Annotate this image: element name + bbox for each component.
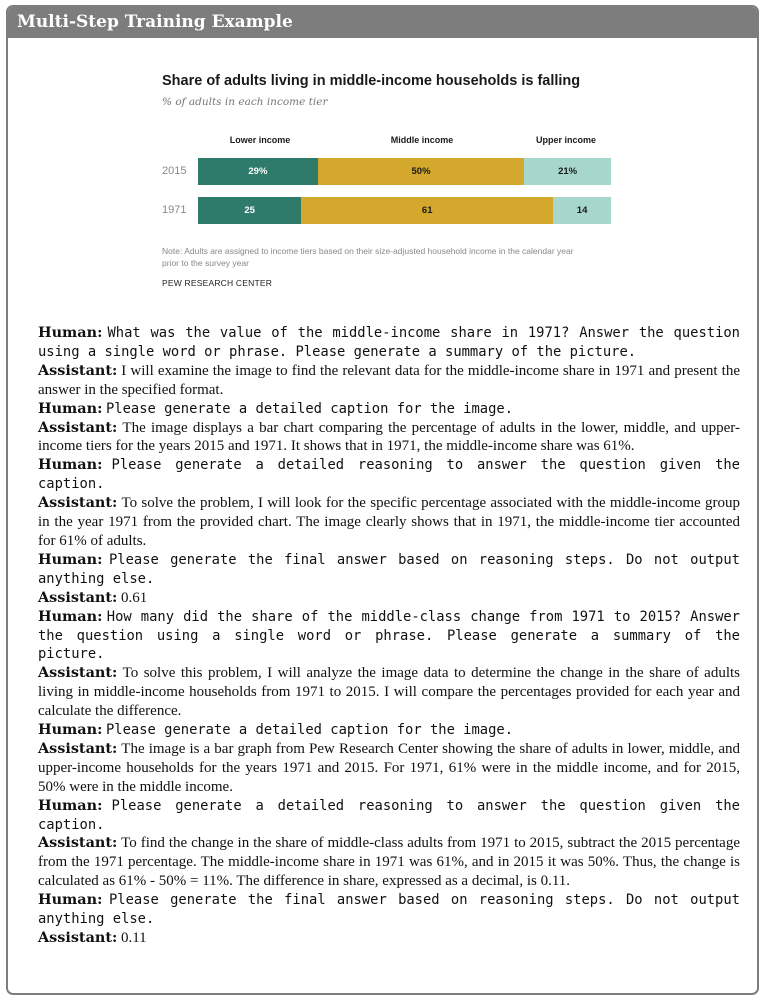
human-turn bbox=[38, 891, 740, 929]
assistant-turn bbox=[38, 664, 740, 721]
speaker-label: Human: bbox=[38, 796, 103, 814]
legend-lower-income: Lower income bbox=[229, 135, 291, 145]
message-text: To solve the problem, I will look for the specific percentage associated with the middle-income group in the year 1971 from the provided chart. The image clearly shows that in 1971, the middle-income tier accounted for 61% of adults. bbox=[38, 495, 740, 549]
message-text: 0.61 bbox=[120, 589, 148, 606]
assistant-turn bbox=[38, 929, 740, 948]
message-text: Please generate a detailed caption for the image. bbox=[106, 722, 514, 739]
message-text: Please generate the final answer based on reasoning steps. Do not output anything else. bbox=[38, 551, 740, 587]
speaker-label: Assistant: bbox=[38, 494, 118, 512]
assistant-turn bbox=[38, 494, 740, 551]
assistant-turn bbox=[38, 834, 740, 891]
frame-title: Multi-Step Training Example bbox=[8, 7, 757, 38]
bar-segment-lower-income-2015: 29% bbox=[198, 158, 318, 185]
human-turn bbox=[38, 721, 740, 740]
speaker-label: Assistant: bbox=[38, 834, 118, 852]
chart-note: Note: Adults are assigned to income tiers based on their size-adjusted household income in the calendar year prior to the survey year bbox=[162, 246, 574, 268]
message-text: The image is a bar graph from Pew Research Center showing the share of adults in lower, middle, and upper-income households for the years 1971 and 2015. For 1971, 61% were in the middle income, and for 2015, 50% were in the middle income. bbox=[38, 740, 740, 795]
human-turn bbox=[38, 456, 740, 494]
bar-row-2015 bbox=[198, 158, 611, 185]
speaker-label: Assistant: bbox=[38, 588, 118, 606]
speaker-label: Assistant: bbox=[38, 664, 118, 682]
message-text: Please generate a detailed reasoning to answer the question given the caption. bbox=[38, 797, 740, 833]
chart-source: PEW RESEARCH CENTER bbox=[162, 278, 273, 288]
example-frame bbox=[6, 5, 759, 995]
speaker-label: Assistant: bbox=[38, 418, 118, 436]
message-text: The image displays a bar chart comparing the percentage of adults in the lower, middle, and upper-income tiers for the years 2015 and 1971. It shows that in 1971, the middle-income share was 61%. bbox=[38, 419, 740, 455]
message-text: Please generate a detailed caption for the image. bbox=[106, 400, 514, 417]
bar-row-1971 bbox=[198, 197, 611, 224]
speaker-label: Assistant: bbox=[38, 361, 118, 379]
speaker-label: Human: bbox=[38, 324, 103, 341]
year-label-1971: 1971 bbox=[162, 204, 187, 216]
bar-segment-middle-income-1971: 61 bbox=[301, 197, 553, 224]
speaker-label: Human: bbox=[38, 456, 103, 474]
bar-segment-upper-income-2015: 21% bbox=[524, 158, 611, 185]
year-label-2015: 2015 bbox=[162, 165, 187, 177]
speaker-label: Human: bbox=[38, 607, 103, 625]
legend-middle-income: Middle income bbox=[390, 135, 454, 145]
message-text: I will examine the image to find the relevant data for the middle-income share in 1971 and present the answer in the specified format. bbox=[38, 362, 740, 398]
speaker-label: Human: bbox=[38, 550, 103, 568]
message-text: 0.11 bbox=[120, 930, 147, 946]
message-text: To solve this problem, I will analyze the image data to determine the change in the share of adults living in middle-income households from 1971 to 2015. I will compare the percentages provided for each year and calculate the difference. bbox=[38, 665, 740, 720]
assistant-turn bbox=[38, 419, 740, 457]
message-text: Please generate a detailed reasoning to answer the question given the caption. bbox=[38, 457, 740, 493]
bar-segment-upper-income-1971: 14 bbox=[553, 197, 611, 224]
assistant-turn bbox=[38, 589, 740, 608]
message-text: What was the value of the middle-income share in 1971? Answer the question using a single word or phrase. Please generate a summary of the picture. bbox=[38, 325, 740, 360]
speaker-label: Assistant: bbox=[38, 739, 118, 757]
human-turn bbox=[38, 608, 740, 665]
assistant-turn bbox=[38, 362, 740, 400]
bar-segment-middle-income-2015: 50% bbox=[318, 158, 525, 185]
speaker-label: Human: bbox=[38, 399, 103, 417]
bar-segment-lower-income-1971: 25 bbox=[198, 197, 301, 224]
message-text: To find the change in the share of middle-class adults from 1971 to 2015, subtract the 2015 percentage from the 1971 percentage. The middle-income share in 1971 was 61%, and in 2015 it was 50%. Thus, the change is calculated as 61% - 50% = 11%. The difference in share, expressed as a decimal, is 0.11. bbox=[38, 835, 740, 890]
speaker-label: Human: bbox=[38, 721, 103, 739]
chart-title: Share of adults living in middle-income households is falling bbox=[162, 73, 581, 89]
human-turn bbox=[38, 324, 740, 362]
human-turn bbox=[38, 400, 740, 419]
chart-subtitle: % of adults in each income tier bbox=[162, 96, 328, 108]
speaker-label: Human: bbox=[38, 891, 103, 909]
legend-upper-income: Upper income bbox=[535, 135, 597, 145]
speaker-label: Assistant: bbox=[38, 929, 118, 946]
bar-chart bbox=[162, 71, 622, 301]
conversation bbox=[38, 324, 740, 948]
human-turn bbox=[38, 797, 740, 835]
assistant-turn bbox=[38, 740, 740, 797]
message-text: Please generate the final answer based on reasoning steps. Do not output anything else. bbox=[38, 892, 740, 928]
message-text: How many did the share of the middle-class change from 1971 to 2015? Answer the question using a single word or phrase. Please generate a summary of the picture. bbox=[38, 608, 740, 663]
human-turn bbox=[38, 551, 740, 589]
